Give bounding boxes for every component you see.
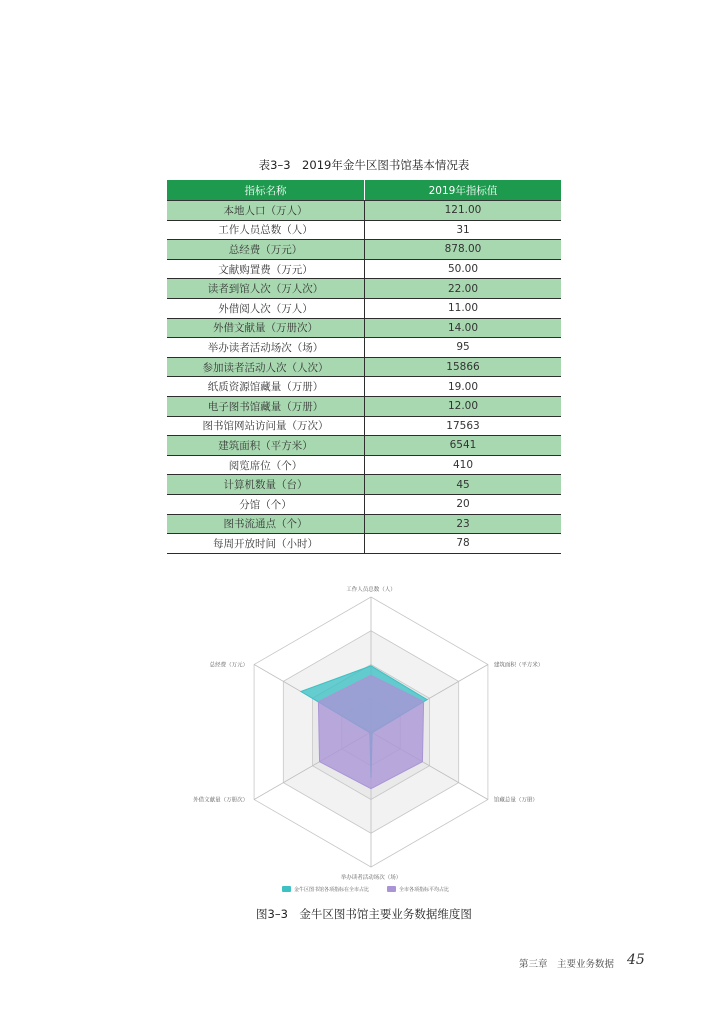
table-row <box>167 455 561 475</box>
row-indicator-value: 410 <box>365 455 562 475</box>
table-row <box>167 514 561 534</box>
row-indicator-value: 22.00 <box>365 279 562 299</box>
row-indicator-name: 建筑面积（平方米） <box>167 436 365 456</box>
header-indicator-value: 2019年指标值 <box>365 180 562 201</box>
row-indicator-name: 读者到馆人次（万人次） <box>167 279 365 299</box>
table-row <box>167 475 561 495</box>
radar-axis-label: 举办读者活动场次（场） <box>340 875 402 881</box>
row-indicator-name: 参加读者活动人次（人次） <box>167 357 365 377</box>
row-indicator-value: 19.00 <box>365 377 562 397</box>
radar-axis-label: 馆藏总量（万册） <box>493 797 538 804</box>
row-indicator-value: 31 <box>365 220 562 240</box>
row-indicator-name: 计算机数量（台） <box>167 475 365 495</box>
legend-label: 全市各项指标平均占比 <box>399 887 450 893</box>
table-row <box>167 494 561 514</box>
radar-axis-label: 总经费（万元） <box>209 662 249 669</box>
row-indicator-value: 17563 <box>365 416 562 436</box>
row-indicator-name: 阅览席位（个） <box>167 455 365 475</box>
table-row <box>167 298 561 318</box>
page-number: 45 <box>627 952 645 968</box>
figure-caption: 图3–3 金牛区图书馆主要业务数据维度图 <box>256 907 472 921</box>
table-row <box>167 240 561 260</box>
table-row <box>167 357 561 377</box>
row-indicator-value: 20 <box>365 494 562 514</box>
row-indicator-value: 6541 <box>365 436 562 456</box>
table-row <box>167 534 561 554</box>
row-indicator-name: 外借文献量（万册次） <box>167 318 365 338</box>
table-header-row <box>167 180 561 201</box>
radar-axis-label: 建筑面积（平方米） <box>493 662 544 669</box>
row-indicator-name: 外借阅人次（万人） <box>167 298 365 318</box>
table-row <box>167 338 561 358</box>
row-indicator-name: 总经费（万元） <box>167 240 365 260</box>
table-row <box>167 416 561 436</box>
table-row <box>167 220 561 240</box>
row-indicator-value: 15866 <box>365 357 562 377</box>
row-indicator-name: 本地人口（万人） <box>167 201 365 221</box>
legend-swatch <box>282 886 291 892</box>
chapter-footer: 第三章 主要业务数据 <box>519 959 615 970</box>
row-indicator-value: 11.00 <box>365 298 562 318</box>
row-indicator-name: 文献购置费（万元） <box>167 259 365 279</box>
row-indicator-name: 举办读者活动场次（场） <box>167 338 365 358</box>
row-indicator-value: 878.00 <box>365 240 562 260</box>
row-indicator-value: 121.00 <box>365 201 562 221</box>
table-title: 表3–3 2019年金牛区图书馆基本情况表 <box>258 158 470 172</box>
header-indicator-name: 指标名称 <box>167 180 365 201</box>
basic-info-table <box>167 180 561 554</box>
table-row <box>167 259 561 279</box>
row-indicator-name: 分馆（个） <box>167 494 365 514</box>
row-indicator-name: 工作人员总数（人） <box>167 220 365 240</box>
table-row <box>167 201 561 221</box>
table-row <box>167 377 561 397</box>
radar-axis-label: 工作人员总数（人） <box>346 587 396 593</box>
radar-chart <box>175 585 565 895</box>
row-indicator-name: 每周开放时间（小时） <box>167 534 365 554</box>
table-row <box>167 436 561 456</box>
row-indicator-value: 95 <box>365 338 562 358</box>
legend-swatch <box>387 886 396 892</box>
row-indicator-value: 45 <box>365 475 562 495</box>
row-indicator-name: 纸质资源馆藏量（万册） <box>167 377 365 397</box>
row-indicator-name: 电子图书馆藏量（万册） <box>167 396 365 416</box>
row-indicator-value: 12.00 <box>365 396 562 416</box>
radar-axis-label: 外借文献量（万册次） <box>193 797 249 804</box>
row-indicator-name: 图书流通点（个） <box>167 514 365 534</box>
legend-label: 金牛区图书馆各项指标在全市占比 <box>294 887 370 893</box>
table-row <box>167 318 561 338</box>
table-row <box>167 279 561 299</box>
table-row <box>167 396 561 416</box>
row-indicator-value: 78 <box>365 534 562 554</box>
row-indicator-value: 14.00 <box>365 318 562 338</box>
row-indicator-value: 23 <box>365 514 562 534</box>
row-indicator-value: 50.00 <box>365 259 562 279</box>
row-indicator-name: 图书馆网站访问量（万次） <box>167 416 365 436</box>
